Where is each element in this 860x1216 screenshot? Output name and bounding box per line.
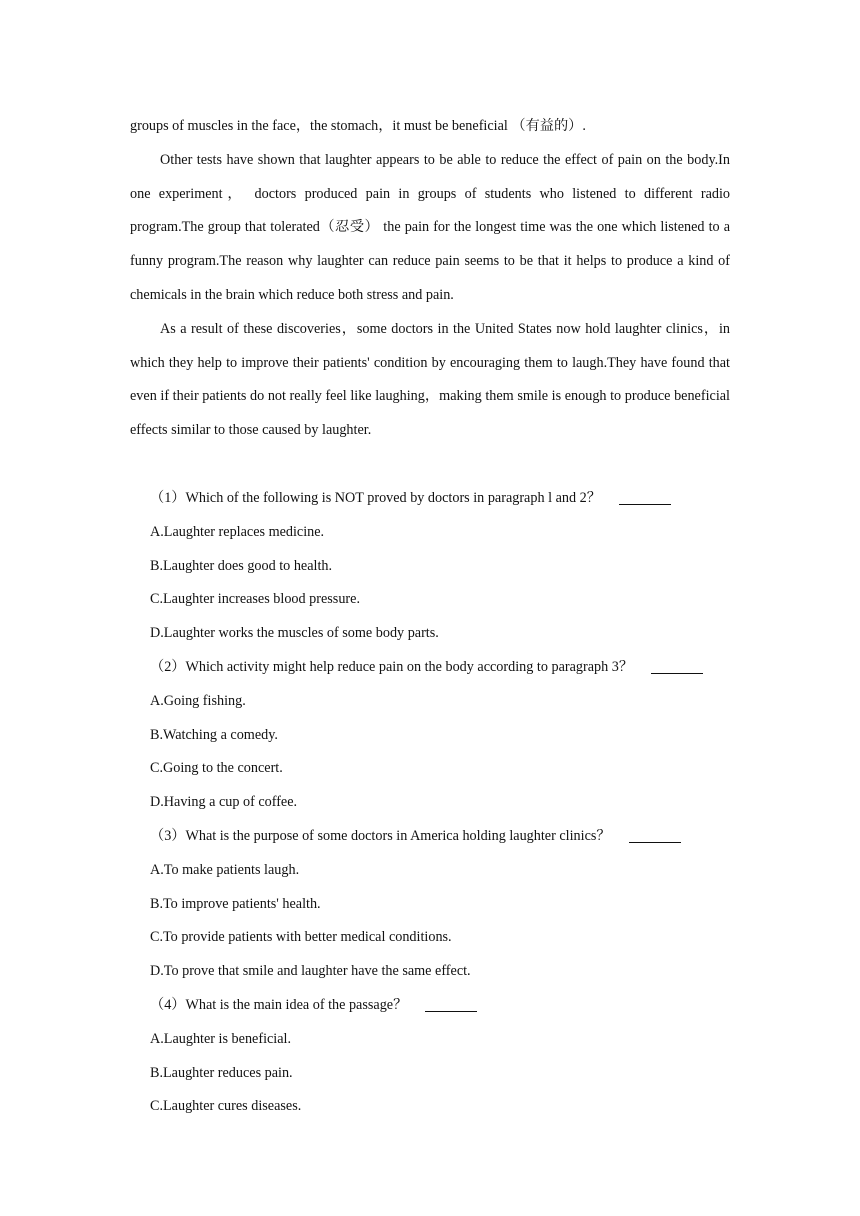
option-b: B.Laughter does good to health.: [150, 557, 333, 574]
option-a: A.To make patients laugh.: [150, 861, 300, 878]
question-stem: [150, 482, 740, 516]
question-list: [150, 482, 740, 1124]
question-stem: [150, 820, 740, 854]
option-d: D.To prove that smile and laughter have the same effect.: [150, 963, 471, 980]
option-d: D.Having a cup of coffee.: [150, 794, 298, 811]
question-4: [150, 989, 740, 1124]
question-text: （3）What is the purpose of some doctors in America holding laughter clinics？: [150, 827, 611, 844]
option-b: B.To improve patients' health.: [150, 895, 321, 912]
answer-blank[interactable]: [651, 672, 703, 674]
answer-blank[interactable]: [619, 503, 671, 505]
question-2: [150, 651, 740, 820]
option-c: C.Laughter cures diseases.: [150, 1098, 302, 1115]
question-stem: [150, 989, 740, 1023]
question-1: [150, 482, 740, 651]
option-c: C.Going to the concert.: [150, 760, 283, 777]
answer-blank[interactable]: [629, 841, 681, 843]
option-c: C.To provide patients with better medical conditions.: [150, 929, 452, 946]
option-a: A.Going fishing.: [150, 692, 246, 709]
paragraph-laughter-clinics: As a result of these discoveries，some doctors in the United States now hold laughter clinics，in which they help to improve their patients' condition by encouraging them to laugh.They have found that even if their patients do not really feel like laughing，making them smile is enough to produce beneficial effects similar to those caused by laughter.: [130, 320, 730, 439]
question-text: （1）Which of the following is NOT proved by doctors in paragraph l and 2？: [150, 490, 601, 506]
reading-passage: [130, 110, 730, 448]
option-c: C.Laughter increases blood pressure.: [150, 591, 360, 608]
option-a: A.Laughter is beneficial.: [150, 1030, 292, 1047]
question-stem: [150, 651, 740, 685]
question-3: [150, 820, 740, 989]
paragraph-continuation: groups of muscles in the face，the stomach，it must be beneficial （有益的）.: [130, 118, 586, 134]
option-b: B.Watching a comedy.: [150, 726, 278, 743]
question-text: （4）What is the main idea of the passage？: [150, 996, 408, 1013]
question-text: （2）Which activity might help reduce pain on the body according to paragraph 3？: [150, 658, 634, 675]
option-a: A.Laughter replaces medicine.: [150, 523, 325, 540]
option-d: D.Laughter works the muscles of some body parts.: [150, 625, 439, 642]
paragraph-pain-experiment: Other tests have shown that laughter appears to be able to reduce the effect of pain on the body.In one experiment， doctors produced pain in groups of students who listened to different radio program.The group that tolerated（忍受） the pain for the longest time was the one which listened to a funny program.The reason why laughter can reduce pain seems to be that it helps to produce a kind of chemicals in the brain which reduce both stress and pain.: [130, 151, 730, 303]
option-b: B.Laughter reduces pain.: [150, 1064, 293, 1081]
answer-blank[interactable]: [425, 1010, 477, 1012]
